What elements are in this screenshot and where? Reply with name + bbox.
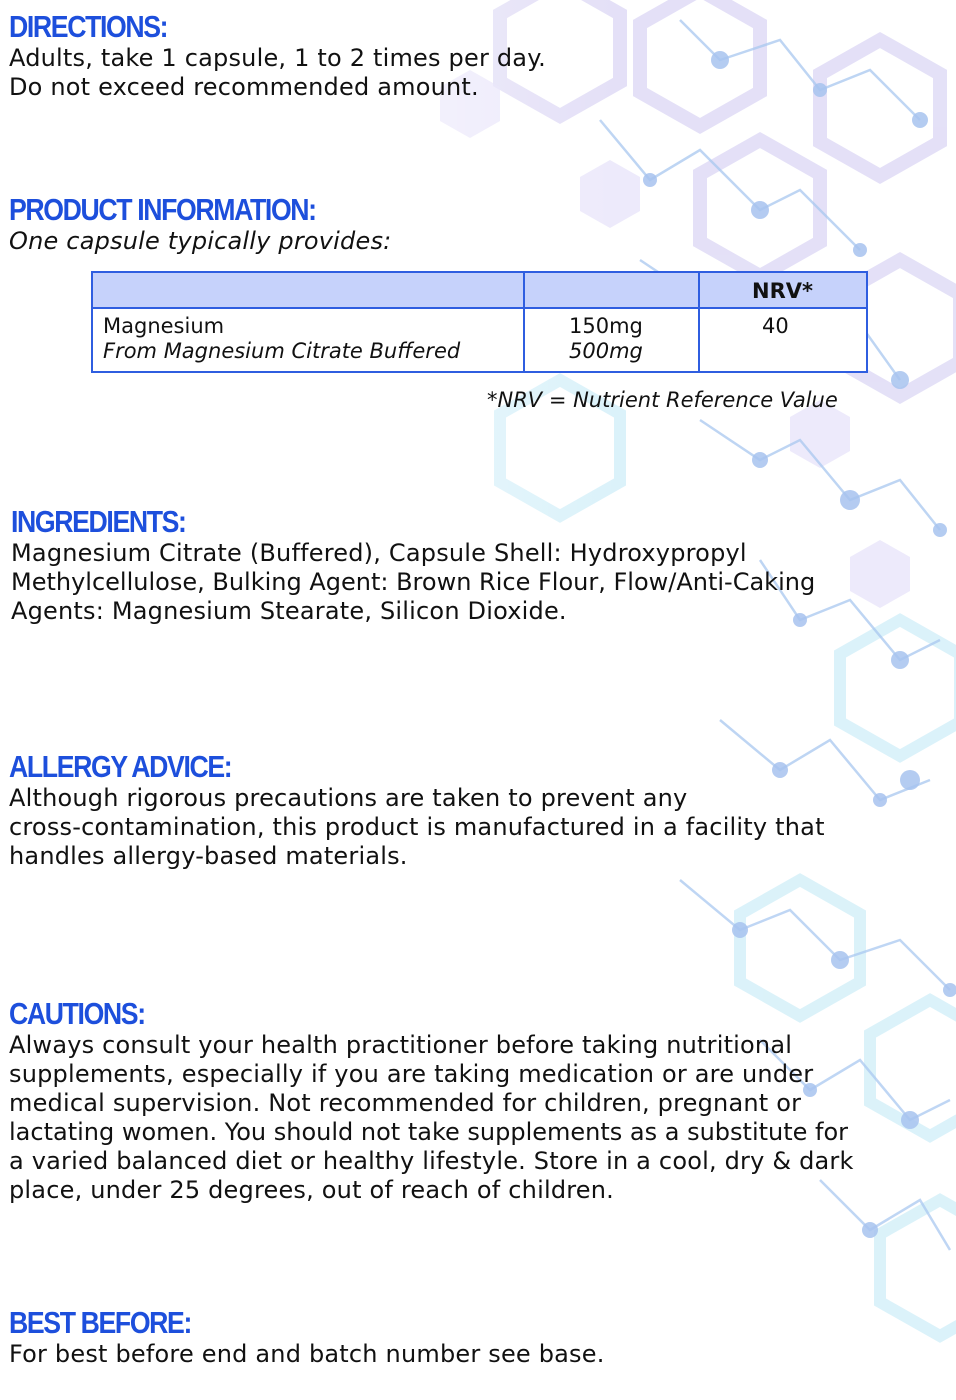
best-before-line: For best before end and batch number see base. <box>9 1340 605 1368</box>
best-before-section <box>9 1306 605 1369</box>
ingredients-line: Magnesium Citrate (Buffered), Capsule Shell: Hydroxypropyl <box>11 539 747 567</box>
allergy-advice-line: Although rigorous precautions are taken to prevent any <box>9 784 688 812</box>
allergy-advice-section <box>9 750 825 871</box>
ingredients-line: Agents: Magnesium Stearate, Silicon Dioxide. <box>11 597 567 625</box>
ingredients-line: Methylcellulose, Bulking Agent: Brown Rice Flour, Flow/Anti-Caking <box>11 568 816 596</box>
directions-line: Adults, take 1 capsule, 1 to 2 times per day. <box>9 44 546 72</box>
nutrient-name: Magnesium <box>103 314 225 338</box>
nutrient-amount: 150mg <box>569 314 643 338</box>
nrv-column-header: NRV* <box>752 279 813 303</box>
directions-heading: DIRECTIONS: <box>9 9 168 44</box>
ingredients-heading: INGREDIENTS: <box>11 504 186 539</box>
cautions-line: supplements, especially if you are taking medication or are under <box>9 1060 814 1088</box>
cautions-line: Always consult your health practitioner before taking nutritional <box>9 1031 793 1059</box>
table-divider <box>523 273 525 371</box>
nrv-footnote: *NRV = Nutrient Reference Value <box>487 388 838 412</box>
cautions-line: lactating women. You should not take supplements as a substitute for <box>9 1118 849 1146</box>
cautions-line: a varied balanced diet or healthy lifestyle. Store in a cool, dry & dark <box>9 1147 854 1175</box>
nutrient-source: From Magnesium Citrate Buffered <box>103 339 461 363</box>
allergy-advice-line: cross-contamination, this product is manufactured in a facility that <box>9 813 825 841</box>
directions-line: Do not exceed recommended amount. <box>9 73 479 101</box>
nutrition-table <box>91 271 868 373</box>
cautions-line: place, under 25 degrees, out of reach of children. <box>9 1176 615 1204</box>
ingredients-section <box>11 505 815 626</box>
product-information-heading: PRODUCT INFORMATION: <box>9 192 316 227</box>
cautions-line: medical supervision. Not recommended for children, pregnant or <box>9 1089 802 1117</box>
table-divider <box>698 273 700 371</box>
product-information-subheading: One capsule typically provides: <box>9 227 392 255</box>
cautions-section <box>9 997 854 1205</box>
directions-section <box>9 10 546 102</box>
allergy-advice-line: handles allergy-based materials. <box>9 842 408 870</box>
nrv-value: 40 <box>762 314 789 338</box>
nutrition-table-header <box>93 273 866 309</box>
nutrient-source-amount: 500mg <box>569 339 643 363</box>
product-information-section <box>9 193 391 256</box>
best-before-heading: BEST BEFORE: <box>9 1305 191 1340</box>
cautions-heading: CAUTIONS: <box>9 996 145 1031</box>
allergy-advice-heading: ALLERGY ADVICE: <box>9 749 232 784</box>
